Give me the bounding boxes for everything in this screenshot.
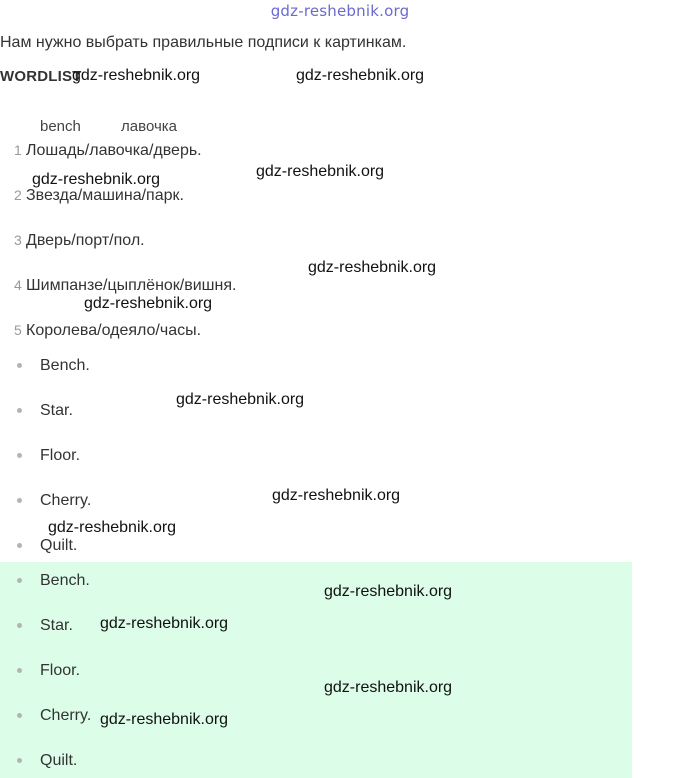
numbered-item-3 (0, 232, 145, 250)
bullet-text: Floor. (40, 447, 81, 464)
bullet-dot-icon (17, 758, 22, 763)
bullet-dot-icon (17, 713, 22, 718)
wordlist-clipped-row (40, 118, 213, 132)
bullet-dot-icon (17, 498, 22, 503)
bullet-dot-icon (17, 668, 22, 673)
wordlist-word: лавочка (121, 118, 178, 132)
wordlist-heading: WORDLIST (0, 68, 82, 85)
answer-item (0, 752, 77, 770)
answer-text: Floor. (40, 662, 81, 679)
item-number: 1 (14, 142, 22, 158)
bullet-dot-icon (17, 623, 22, 628)
bullet-dot-icon (17, 578, 22, 583)
watermark: gdz-reshebnik.org (256, 163, 385, 180)
bullet-dot-icon (17, 363, 22, 368)
numbered-item-1 (0, 142, 202, 160)
watermark: gdz-reshebnik.org (72, 67, 201, 84)
bullet-text: Cherry. (40, 492, 92, 509)
item-text: Звезда/машина/парк. (26, 187, 184, 204)
answer-text: Cherry. (40, 707, 92, 724)
watermark: gdz-reshebnik.org (324, 583, 453, 600)
intro-text: Нам нужно выбрать правильные подписи к картинкам. (0, 34, 407, 51)
watermark: gdz-reshebnik.org (296, 67, 425, 84)
watermark: gdz-reshebnik.org (176, 391, 305, 408)
answer-item (0, 707, 91, 725)
watermark: gdz-reshebnik.org (308, 259, 437, 276)
watermark: gdz-reshebnik.org (100, 615, 229, 632)
bullet-item (0, 402, 73, 420)
numbered-item-4 (0, 277, 236, 295)
watermark: gdz-reshebnik.org (324, 679, 453, 696)
bullet-dot-icon (17, 543, 22, 548)
numbered-item-2 (0, 187, 184, 205)
watermark: gdz-reshebnik.org (32, 171, 161, 188)
item-text: Лошадь/лавочка/дверь. (26, 142, 202, 159)
answer-item (0, 617, 73, 635)
item-text: Дверь/порт/пол. (26, 232, 145, 249)
bullet-item (0, 357, 90, 375)
header-site-link[interactable]: gdz-reshebnik.org (270, 2, 410, 20)
bullet-dot-icon (17, 453, 22, 458)
answer-text: Star. (40, 617, 73, 634)
bullet-item (0, 447, 80, 465)
item-text: Королева/одеяло/часы. (26, 322, 202, 339)
answer-box (0, 562, 632, 778)
watermark: gdz-reshebnik.org (48, 519, 177, 536)
bullet-dot-icon (17, 408, 22, 413)
bullet-text: Bench. (40, 357, 90, 374)
watermark: gdz-reshebnik.org (84, 295, 213, 312)
item-number: 2 (14, 187, 22, 203)
watermark: gdz-reshebnik.org (100, 711, 229, 728)
answer-item (0, 662, 80, 680)
item-number: 5 (14, 322, 22, 338)
bullet-item (0, 492, 91, 510)
wordlist-word: bench (40, 118, 81, 132)
item-number: 3 (14, 232, 22, 248)
answer-item (0, 572, 90, 590)
item-text: Шимпанзе/цыплёнок/вишня. (26, 277, 237, 294)
item-number: 4 (14, 277, 22, 293)
answer-text: Bench. (40, 572, 90, 589)
numbered-item-5 (0, 322, 201, 340)
answer-text: Quilt. (40, 752, 78, 769)
watermark: gdz-reshebnik.org (272, 487, 401, 504)
bullet-text: Star. (40, 402, 73, 419)
bullet-text: Quilt. (40, 537, 78, 554)
bullet-item (0, 537, 77, 555)
